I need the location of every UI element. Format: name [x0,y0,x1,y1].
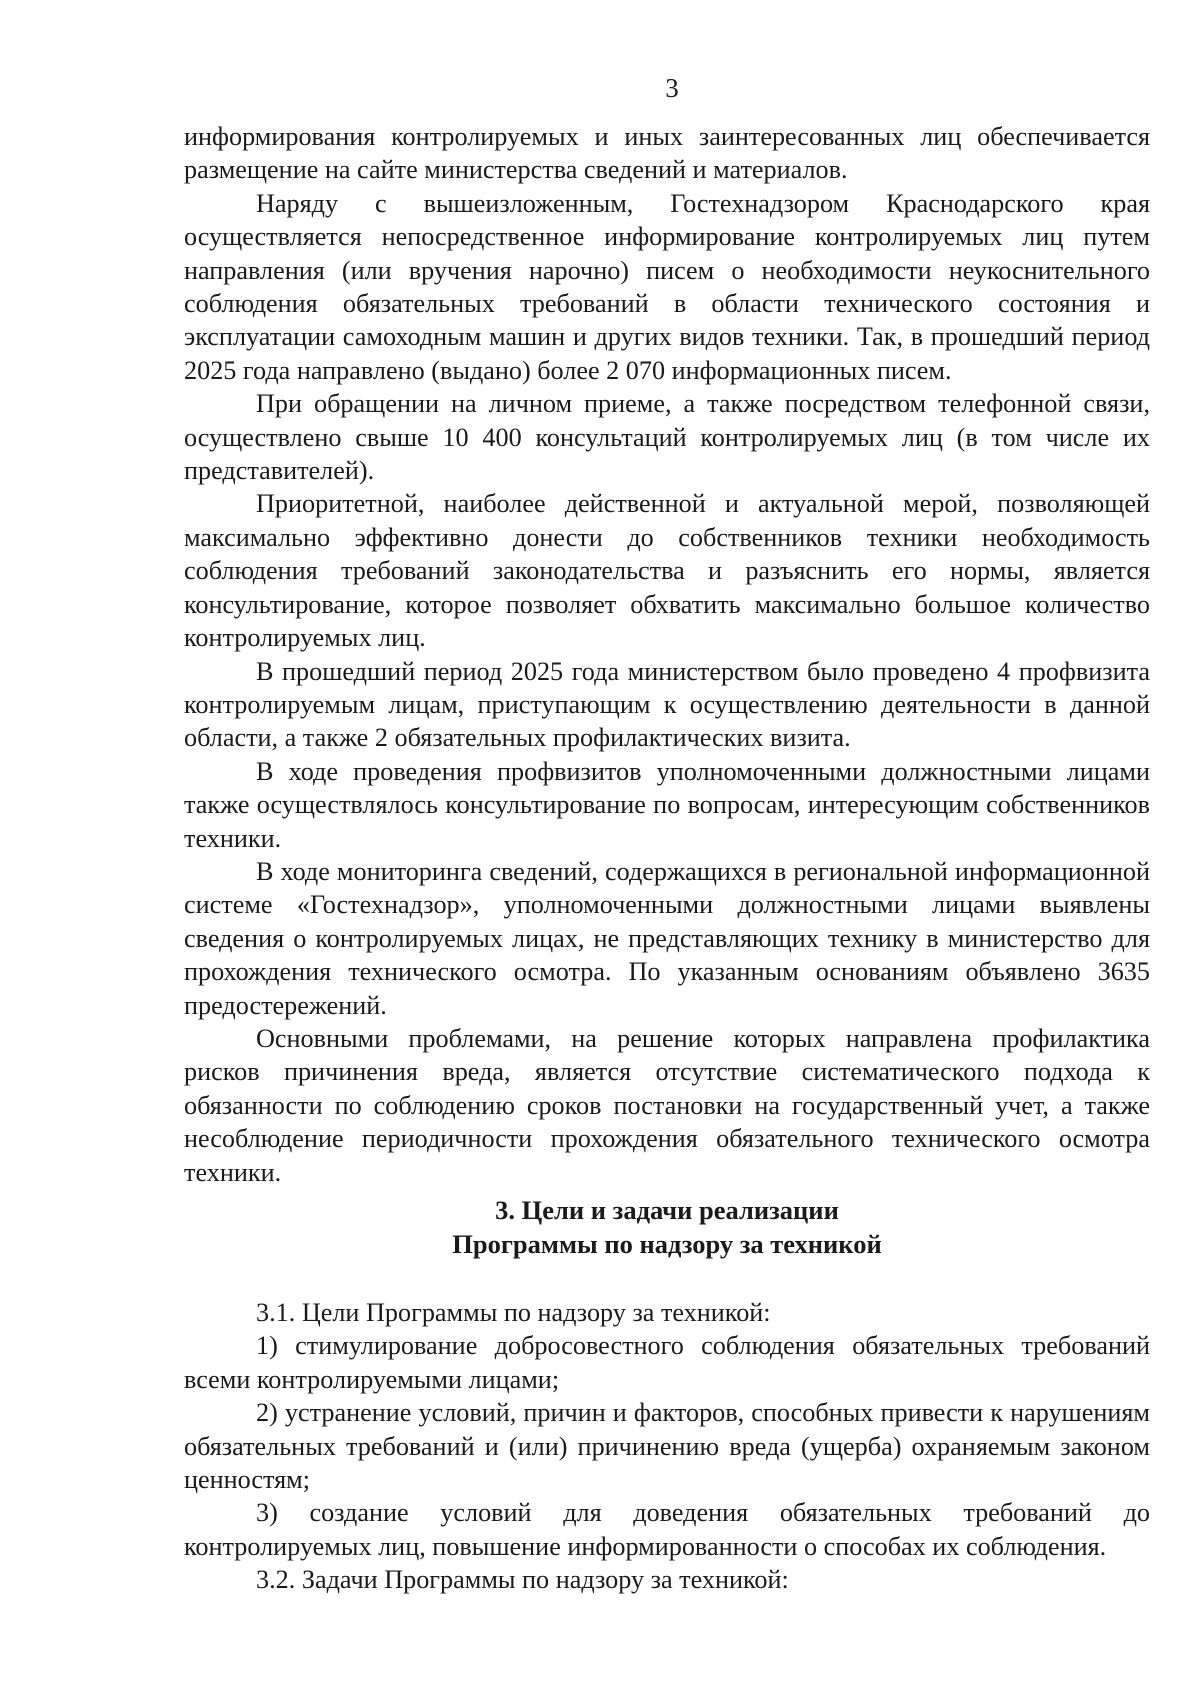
section-title [184,1193,1150,1261]
document-page [184,68,1150,1597]
goal-item-3: 3) создание условий для доведения обязательных требований до контролируемых лиц, повышение информированности о способах их соблюдения. [184,1498,1150,1561]
paragraph-3: При обращении на личном приеме, а также посредством телефонной связи, осуществлено свыше 10 400 консультаций контролируемых лиц (в том числе их представителей). [184,389,1150,486]
goal-item-2: 2) устранение условий, причин и факторов, способных привести к нарушениям обязательных требований и (или) причинению вреда (ущерба) охраняемым законом ценностям; [184,1398,1150,1495]
paragraph-2: Наряду с вышеизложенным, Гостехнадзором Краснодарского края осуществляется непосредственное информирование контролируемых лиц путем направления (или вручения нарочно) писем о необходимости неукоснительного соблюдения обязательных требований в области технического состояния и эксплуатации самоходным машин и других видов техники. Так, в прошедший период 2025 года направлено (выдано) более 2 070 информационных писем. [184,188,1150,385]
paragraph-4: Приоритетной, наиболее действенной и актуальной мерой, позволяющей максимально эффективно донести до собственников техники необходимость соблюдения требований законодательства и разъяснить его нормы, является консультирование, которое позволяет обхватить максимально большое количество контролируемых лиц. [184,489,1150,653]
page-number: 3 [665,73,679,103]
goal-item-1: 1) стимулирование добросовестного соблюдения обязательных требований всеми контролируемыми лицами; [184,1331,1150,1394]
tasks-heading: 3.2. Задачи Программы по надзору за техникой: [256,1565,789,1595]
paragraph-1: информирования контролируемых и иных заинтересованных лиц обеспечивается размещение на сайте министерства сведений и материалов. [184,122,1150,185]
paragraph-7: В ходе мониторинга сведений, содержащихся в региональной информационной системе «Гостехнадзор», уполномоченными должностными лицами выявлены сведения о контролируемых лицах, не представляющих технику в министерство для прохождения технического осмотра. По указанным основаниям объявлено 3635 предостережений. [184,856,1150,1020]
section-title-line-2: Программы по надзору за техникой [452,1229,882,1259]
paragraph-8: Основными проблемами, на решение которых направлена профилактика рисков причинения вреда, является отсутствие систематического подхода к обязанности по соблюдению сроков постановки на государственный учет, а также несоблюдение периодичности прохождения обязательного технического осмотра техники. [184,1023,1150,1187]
paragraph-6: В ходе проведения профвизитов уполномоченными должностными лицами также осуществлялось консультирование по вопросам, интересующим собственников техники. [184,756,1150,853]
goals-heading: 3.1. Цели Программы по надзору за техникой: [256,1298,771,1327]
paragraph-5: В прошедший период 2025 года министерством было проведено 4 профвизита контролируемым лицам, приступающим к осуществлению деятельности в данной области, а также 2 обязательных профилактических визита. [184,656,1150,753]
section-title-line-1: 3. Цели и задачи реализации [495,1195,839,1225]
